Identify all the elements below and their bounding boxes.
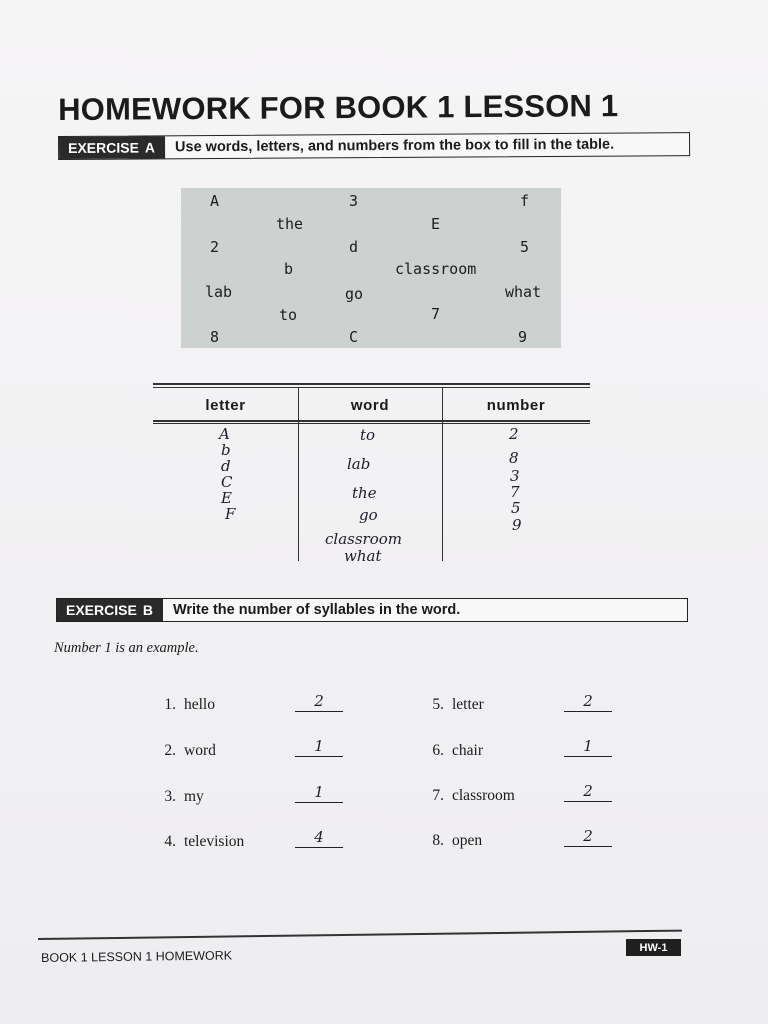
box-item: 2 (210, 238, 220, 256)
syllable-item (420, 832, 482, 850)
exercise-b-tag-label: EXERCISE (66, 602, 137, 618)
number-entry: 9 (512, 516, 522, 534)
item-word: classroom (452, 787, 515, 804)
box-item: the (276, 215, 304, 233)
item-word: word (184, 742, 216, 759)
number-entry: 2 (509, 425, 519, 443)
word-entry: classroom (325, 530, 402, 548)
table-top-rule-thin (153, 387, 590, 388)
number-entry: 5 (511, 499, 521, 517)
exercise-b-header (56, 598, 688, 622)
syllable-answer[interactable]: 1 (564, 738, 612, 757)
answer-table (153, 383, 590, 563)
exercise-b-tag-letter: B (142, 602, 153, 618)
header-number: number (486, 397, 546, 414)
box-item: to (279, 306, 298, 324)
item-number: 3. (164, 788, 176, 805)
syllable-item (420, 742, 483, 760)
example-note: Number 1 is an example. (54, 640, 199, 656)
box-item: E (431, 215, 441, 233)
syllable-answer[interactable]: 2 (564, 693, 612, 712)
item-number: 5. (432, 696, 444, 713)
letter-entry: d (221, 457, 231, 475)
exercise-b-instruction: Write the number of syllables in the word. (172, 602, 461, 618)
syllable-item (152, 788, 204, 806)
box-item: 7 (431, 305, 441, 323)
box-item: classroom (395, 260, 477, 278)
item-word: chair (452, 742, 483, 759)
table-header-rule (153, 420, 590, 422)
syllable-answer[interactable]: 2 (564, 783, 612, 802)
table-header-rule-thin (153, 423, 590, 424)
word-entry: the (352, 484, 377, 502)
item-number: 2. (164, 742, 176, 759)
box-item: d (349, 238, 359, 256)
header-letter: letter (205, 397, 246, 414)
letter-entry: F (225, 505, 236, 523)
syllable-answer[interactable]: 1 (295, 738, 343, 757)
letter-entry: E (221, 489, 232, 507)
letter-entry: C (221, 473, 233, 491)
box-item: lab (205, 283, 233, 301)
syllable-answer[interactable]: 2 (295, 693, 343, 712)
word-entry: to (360, 426, 376, 444)
exercise-b-tag (57, 599, 163, 621)
table-top-rule (153, 383, 590, 385)
page-title: HOMEWORK FOR BOOK 1 LESSON 1 (58, 88, 619, 127)
syllable-item (152, 833, 244, 851)
box-item: go (345, 285, 364, 303)
item-number: 7. (432, 787, 444, 804)
item-number: 8. (432, 832, 444, 849)
item-number: 6. (432, 742, 444, 759)
syllable-item (420, 787, 515, 805)
word-entry: lab (347, 455, 371, 473)
number-entry: 3 (510, 467, 520, 485)
footer-rule (38, 930, 682, 940)
syllable-answer[interactable]: 2 (564, 828, 612, 847)
box-item: f (520, 192, 530, 210)
header-word: word (350, 397, 390, 414)
number-entry: 7 (510, 483, 520, 501)
exercise-a-tag-letter: A (144, 139, 156, 156)
exercise-a-instruction: Use words, letters, and numbers from the box to fill in the table. (174, 136, 615, 156)
word-box (181, 188, 561, 348)
box-item: C (349, 328, 359, 346)
syllable-item (152, 696, 215, 714)
word-entry: go (359, 506, 378, 524)
page-number-badge: HW-1 (626, 939, 681, 956)
number-entry: 8 (509, 449, 519, 467)
box-item: 8 (210, 328, 220, 346)
item-number: 4. (164, 833, 176, 850)
box-item: what (505, 283, 542, 301)
box-item: 3 (349, 192, 359, 210)
box-item: A (210, 192, 220, 210)
syllable-item (152, 742, 216, 760)
item-number: 1. (164, 696, 176, 713)
exercise-a-tag (59, 136, 165, 159)
syllable-answer[interactable]: 4 (295, 829, 343, 848)
item-word: television (184, 833, 245, 850)
syllable-item (420, 696, 484, 714)
item-word: letter (452, 696, 484, 713)
exercise-a-tag-label: EXERCISE (68, 139, 139, 156)
syllable-answer[interactable]: 1 (295, 784, 343, 803)
exercise-a-header (58, 132, 690, 160)
item-word: open (452, 832, 483, 849)
box-item: 5 (520, 238, 530, 256)
footer-label: BOOK 1 LESSON 1 HOMEWORK (41, 948, 233, 965)
letter-entry: A (219, 425, 230, 443)
letter-entry: b (221, 441, 231, 459)
box-item: 9 (518, 328, 528, 346)
item-word: hello (184, 696, 215, 713)
box-item: b (284, 260, 294, 278)
item-word: my (184, 788, 204, 805)
word-entry: what (344, 547, 382, 565)
